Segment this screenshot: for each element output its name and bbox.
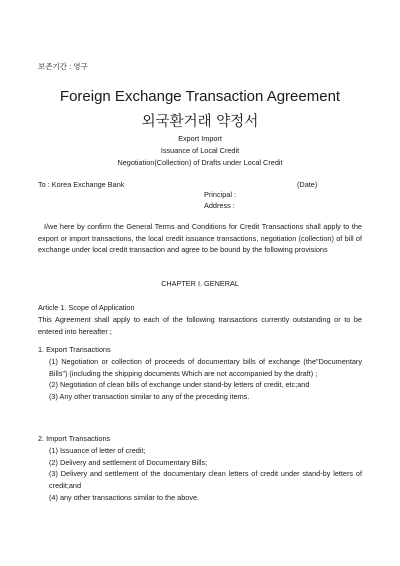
list-item: (3) Delivery and settlement of the documentary clean letters of credit under stand-by letters of credit;and [49,469,362,491]
list-item: (1) Issuance of letter of credit; [49,446,146,455]
list-item: (2) Negotiation of clean bills of exchange under stand-by letters of credit, etc;and [49,380,310,390]
chapter-heading: CHAPTER I. GENERAL [161,279,239,288]
address-field: Address : [204,201,235,210]
section-heading-import: 2. Import Transactions [38,434,111,443]
document-title-korean: 외국환거래 약정서 [141,114,259,130]
subtitle-negotiation: Negotiation(Collection) of Drafts under Local Credit [117,158,283,167]
date-field: (Date) [297,180,318,189]
list-item: (4) any other transactions similar to the above. [49,492,200,502]
import-items-list [49,445,362,504]
list-item: (3) Any other transaction similar to any of the preceding items. [49,392,250,402]
article-heading: Article 1. Scope of Application [38,303,135,312]
subtitle-export-import: Export Import [178,134,222,143]
export-items-list [49,356,362,403]
addressee-bank: To : Korea Exchange Bank [38,180,125,189]
list-item: (2) Delivery and settlement of Documentary Bills; [49,457,208,467]
subtitle-local-credit: Issuance of Local Credit [160,146,240,155]
section-heading-export: 1. Export Transactions [38,345,111,354]
list-item: (1) Negotiation or collection of proceeds of documentary bills of exchange (the"Documentary Bills") (including the shipping documents Which are not accompanied by the draft) ; [49,357,362,378]
retention-period: 보존기간 : 영구 [38,62,88,71]
intro-paragraph: I/we here by confirm the General Terms and Conditions for Credit Transactions shall apply to the export or import transactions, the local credit issuance transactions, negotiation (collection) of bill of exchange under local credit transaction and agree to be bound by the following provisions [38,222,362,255]
principal-field: Principal : [204,190,237,199]
document-title-english: Foreign Exchange Transaction Agreement [59,88,341,105]
article-body: This Agreement shall apply to each of the following transactions currently outstanding or to be entered into hereafter ; [38,315,362,336]
